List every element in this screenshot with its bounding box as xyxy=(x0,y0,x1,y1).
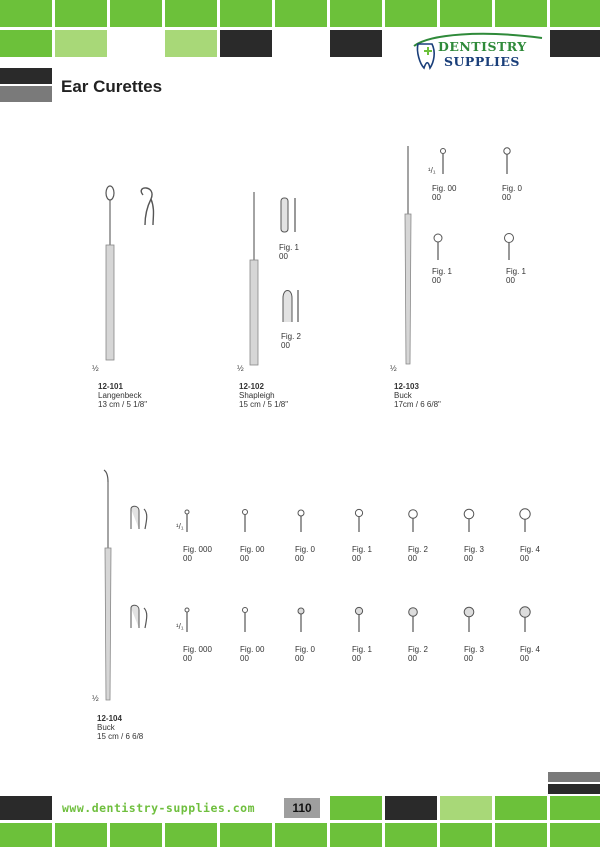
fig-0-tip-image xyxy=(295,508,307,534)
footer-block xyxy=(495,823,547,847)
page-title: Ear Curettes xyxy=(61,77,163,96)
fig-2-tip-image xyxy=(405,606,421,634)
fig-2-tip-image xyxy=(405,508,421,534)
tip-scale-label: ¹/₁ xyxy=(176,522,184,531)
header-block xyxy=(0,30,52,57)
product-size: 15 cm / 6 6/8 xyxy=(97,732,144,741)
footer-block xyxy=(0,796,52,820)
product-name: Langenbeck xyxy=(98,391,142,400)
product-code: 12-104 xyxy=(97,714,122,723)
product-size: 15 cm / 5 1/8" xyxy=(239,400,289,409)
header-block xyxy=(165,30,217,57)
fig-000-tip-image xyxy=(181,508,193,534)
fig-1-tip-image xyxy=(352,606,366,634)
fig-00-tip-image xyxy=(239,508,251,534)
figure-label: Fig. 4 00 xyxy=(520,545,541,563)
footer-block xyxy=(440,823,492,847)
product-caption xyxy=(394,382,441,409)
fig-0-tip-image xyxy=(500,146,514,176)
fig-1-tip-image xyxy=(352,508,366,534)
curette-head-detail-image xyxy=(127,604,151,632)
header-block xyxy=(0,0,52,27)
product-code: 12-102 xyxy=(239,382,264,391)
tip-scale-label: ¹/₁ xyxy=(176,622,184,631)
figure-label: Fig. 2 00 xyxy=(281,332,302,350)
product-code: 12-103 xyxy=(394,382,419,391)
scale-label: ½ xyxy=(390,364,397,373)
figure-label: Fig. 000 00 xyxy=(183,545,212,563)
page-number: 110 xyxy=(284,798,320,818)
footer-block xyxy=(550,823,600,847)
logo-text xyxy=(438,39,527,69)
figure-label: Fig. 0 00 xyxy=(502,184,523,202)
shapleigh-curette-image xyxy=(244,190,264,370)
footer-block xyxy=(440,796,492,820)
figure-label: Fig. 0 00 xyxy=(295,645,316,663)
footer-block xyxy=(330,796,382,820)
footer-block xyxy=(548,784,600,794)
curette-head-detail-image xyxy=(127,505,151,533)
figure-label: Fig. 1 00 xyxy=(279,243,300,261)
figure-label: Fig. 0 00 xyxy=(295,545,316,563)
langenbeck-curette-image xyxy=(95,185,165,365)
header-block xyxy=(165,0,217,27)
footer-block xyxy=(385,823,437,847)
header-block xyxy=(0,68,52,84)
website-url: www.dentistry-supplies.com xyxy=(62,801,256,815)
fig-3-tip-image xyxy=(461,508,477,534)
header-block xyxy=(550,30,600,57)
footer-block xyxy=(548,772,600,782)
figure-label: Fig. 1 00 xyxy=(506,267,527,285)
header-block xyxy=(550,0,600,27)
header-block xyxy=(55,0,107,27)
figure-label: Fig. 1 00 xyxy=(352,545,373,563)
figure-label: Fig. 3 00 xyxy=(464,545,485,563)
figure-label: Fig. 1 00 xyxy=(352,645,373,663)
header-block xyxy=(55,30,107,57)
fig-1-detail-image xyxy=(278,196,300,236)
fig-00-tip-image xyxy=(239,606,251,634)
buck-curette-15cm-image xyxy=(98,468,118,702)
scale-label: ½ xyxy=(92,364,99,373)
fig-1-tip-image xyxy=(431,232,445,262)
figure-label: Fig. 000 00 xyxy=(183,645,212,663)
footer-block xyxy=(275,823,327,847)
product-name: Buck xyxy=(97,723,115,732)
fig-0-tip-image xyxy=(295,606,307,634)
product-size: 13 cm / 5 1/8" xyxy=(98,400,148,409)
header-block xyxy=(330,30,382,57)
header-block xyxy=(330,0,382,27)
product-code: 12-101 xyxy=(98,382,123,391)
header-block xyxy=(440,0,492,27)
figure-label: Fig. 00 00 xyxy=(432,184,457,202)
header-block xyxy=(275,0,327,27)
scale-label: ½ xyxy=(92,694,99,703)
header-block xyxy=(110,0,162,27)
buck-curette-17cm-image xyxy=(398,144,418,366)
footer-block xyxy=(0,823,52,847)
header-block xyxy=(220,0,272,27)
tip-scale-label: ¹/₁ xyxy=(428,166,436,175)
scale-label: ½ xyxy=(237,364,244,373)
figure-label: Fig. 4 00 xyxy=(520,645,541,663)
fig-2-detail-image xyxy=(280,286,302,326)
fig-4-tip-image xyxy=(517,508,533,534)
figure-label: Fig. 3 00 xyxy=(464,645,485,663)
footer-block xyxy=(330,823,382,847)
footer-block xyxy=(165,823,217,847)
header-block xyxy=(495,0,547,27)
footer-block xyxy=(55,823,107,847)
fig-4-tip-image xyxy=(517,606,533,634)
header-block xyxy=(220,30,272,57)
fig-00-tip-image xyxy=(436,146,450,176)
fig-1-tip-image xyxy=(502,232,516,262)
fig-000-tip-image xyxy=(181,606,193,634)
header-block xyxy=(385,0,437,27)
figure-label: Fig. 2 00 xyxy=(408,545,429,563)
footer-block xyxy=(220,823,272,847)
footer-block xyxy=(385,796,437,820)
figure-label: Fig. 2 00 xyxy=(408,645,429,663)
product-name: Buck xyxy=(394,391,412,400)
header-block xyxy=(0,86,52,102)
fig-3-tip-image xyxy=(461,606,477,634)
product-name: Shapleigh xyxy=(239,391,275,400)
footer-block xyxy=(110,823,162,847)
figure-label: Fig. 00 00 xyxy=(240,545,265,563)
logo-line-2: SUPPLIES xyxy=(444,54,520,69)
footer-block xyxy=(495,796,547,820)
footer-block xyxy=(550,796,600,820)
product-caption xyxy=(98,382,147,409)
figure-label: Fig. 1 00 xyxy=(432,267,453,285)
product-caption xyxy=(239,382,288,409)
figure-label: Fig. 00 00 xyxy=(240,645,265,663)
product-caption xyxy=(97,714,143,741)
product-size: 17cm / 6 6/8" xyxy=(394,400,441,409)
logo-line-1: DENTISTRY xyxy=(438,39,527,54)
